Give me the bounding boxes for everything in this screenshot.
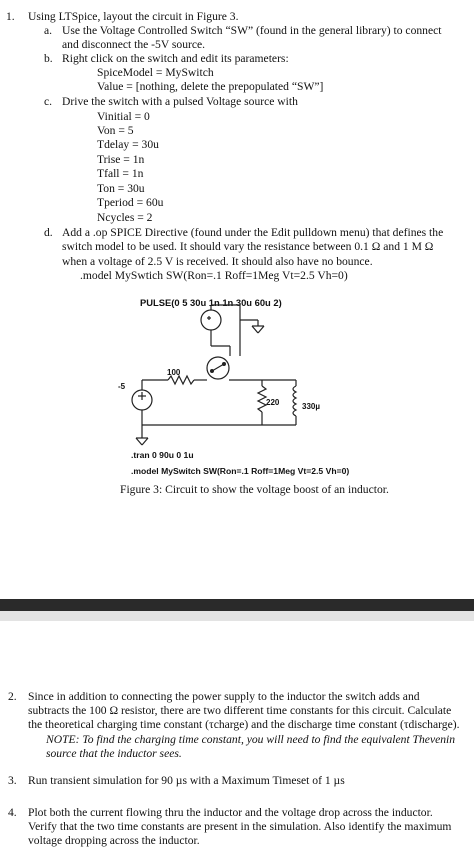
- q1a-label: a.: [44, 24, 53, 37]
- q1d-label: d.: [44, 226, 53, 239]
- pulse-param-von: Von = 5: [97, 124, 134, 137]
- q1d-model-line: .model MySwtich SW(Ron=.1 Roff=1Meg Vt=2.5 Vh=0): [80, 269, 348, 282]
- pulse-param-tfall: Tfall = 1n: [97, 167, 144, 180]
- pulse-param-tperiod: Tperiod = 60u: [97, 196, 164, 209]
- q1b-value: Value = [nothing, delete the prepopulated “SW”]: [97, 80, 324, 93]
- q2-line1: Since in addition to connecting the power supply to the inductor the switch adds and: [28, 690, 420, 703]
- page-separator-shadow: [0, 611, 474, 621]
- q1b-spice-model: SpiceModel = MySwitch: [97, 66, 214, 79]
- q1d-line3: when a voltage of 2.5 V is received. It should also have no bounce.: [62, 255, 373, 268]
- pulse-param-vinitial: Vinitial = 0: [97, 110, 150, 123]
- q1-number: 1.: [6, 10, 15, 23]
- resistor1-value: 100: [167, 368, 181, 377]
- figure-caption: Figure 3: Circuit to show the voltage boost of an inductor.: [120, 483, 389, 496]
- pulse-param-tdelay: Tdelay = 30u: [97, 138, 159, 151]
- q1c-line1: Drive the switch with a pulsed Voltage source with: [62, 95, 298, 108]
- model-directive: .model MySwitch SW(Ron=.1 Roff=1Meg Vt=2.5 Vh=0): [131, 466, 350, 476]
- page-separator: [0, 599, 474, 611]
- inductor-330u: [293, 386, 296, 416]
- q1b-label: b.: [44, 52, 53, 65]
- q4-line3: voltage dropping across the inductor.: [28, 834, 200, 847]
- pulse-param-ton: Ton = 30u: [97, 182, 145, 195]
- q2-line3: the theoretical charging time constant (τcharge) and the discharge time constant (τdischarge).: [28, 718, 460, 731]
- q2-line2: subtracts the 100 Ω resistor, there are two different time constants for this circuit. Calculate: [28, 704, 452, 717]
- q2-note-line2: source that the inductor sees.: [46, 747, 182, 760]
- q1-text: Using LTSpice, layout the circuit in Figure 3.: [28, 10, 239, 23]
- q3-line1: Run transient simulation for 90 µs with a Maximum Timeset of 1 µs: [28, 774, 345, 787]
- q1d-line1: Add a .op SPICE Directive (found under the Edit pulldown menu) that defines the: [62, 226, 444, 239]
- q1c-label: c.: [44, 95, 53, 108]
- resistor2-value: 220: [266, 398, 280, 407]
- resistor-220: [258, 386, 266, 412]
- q1a-line1: Use the Voltage Controlled Switch “SW” (found in the general library) to connect: [62, 24, 442, 37]
- pulse-source-symbol: [201, 310, 221, 330]
- pulse-param-ncycles: Ncycles = 2: [97, 211, 153, 224]
- q4-number: 4.: [8, 806, 17, 819]
- q1b-line1: Right click on the switch and edit its parameters:: [62, 52, 289, 65]
- q3-number: 3.: [8, 774, 17, 787]
- q4-line1: Plot both the current flowing thru the inductor and the voltage drop across the inductor.: [28, 806, 433, 819]
- pulse-source-label: PULSE(0 5 30u 1n 1n 30u 60u 2): [140, 297, 282, 308]
- pulse-param-trise: Trise = 1n: [97, 153, 145, 166]
- q1a-line2: and disconnect the -5V source.: [62, 38, 206, 51]
- q4-line2: Verify that the two time constants are present in the simulation. Also identify the maximum: [28, 820, 452, 833]
- resistor-100: [168, 376, 194, 384]
- q1d-line2: switch model to be used. It should vary the resistance between 0.1 Ω and 1 M Ω: [62, 240, 434, 253]
- inductor-value: 330µ: [302, 402, 320, 411]
- q2-number: 2.: [8, 690, 17, 703]
- tran-directive: .tran 0 90u 0 1u: [131, 450, 194, 460]
- q2-note-line1: NOTE: To find the charging time constant, you will need to find the equivalent Thevenin: [46, 733, 456, 746]
- source-value: -5: [118, 382, 126, 391]
